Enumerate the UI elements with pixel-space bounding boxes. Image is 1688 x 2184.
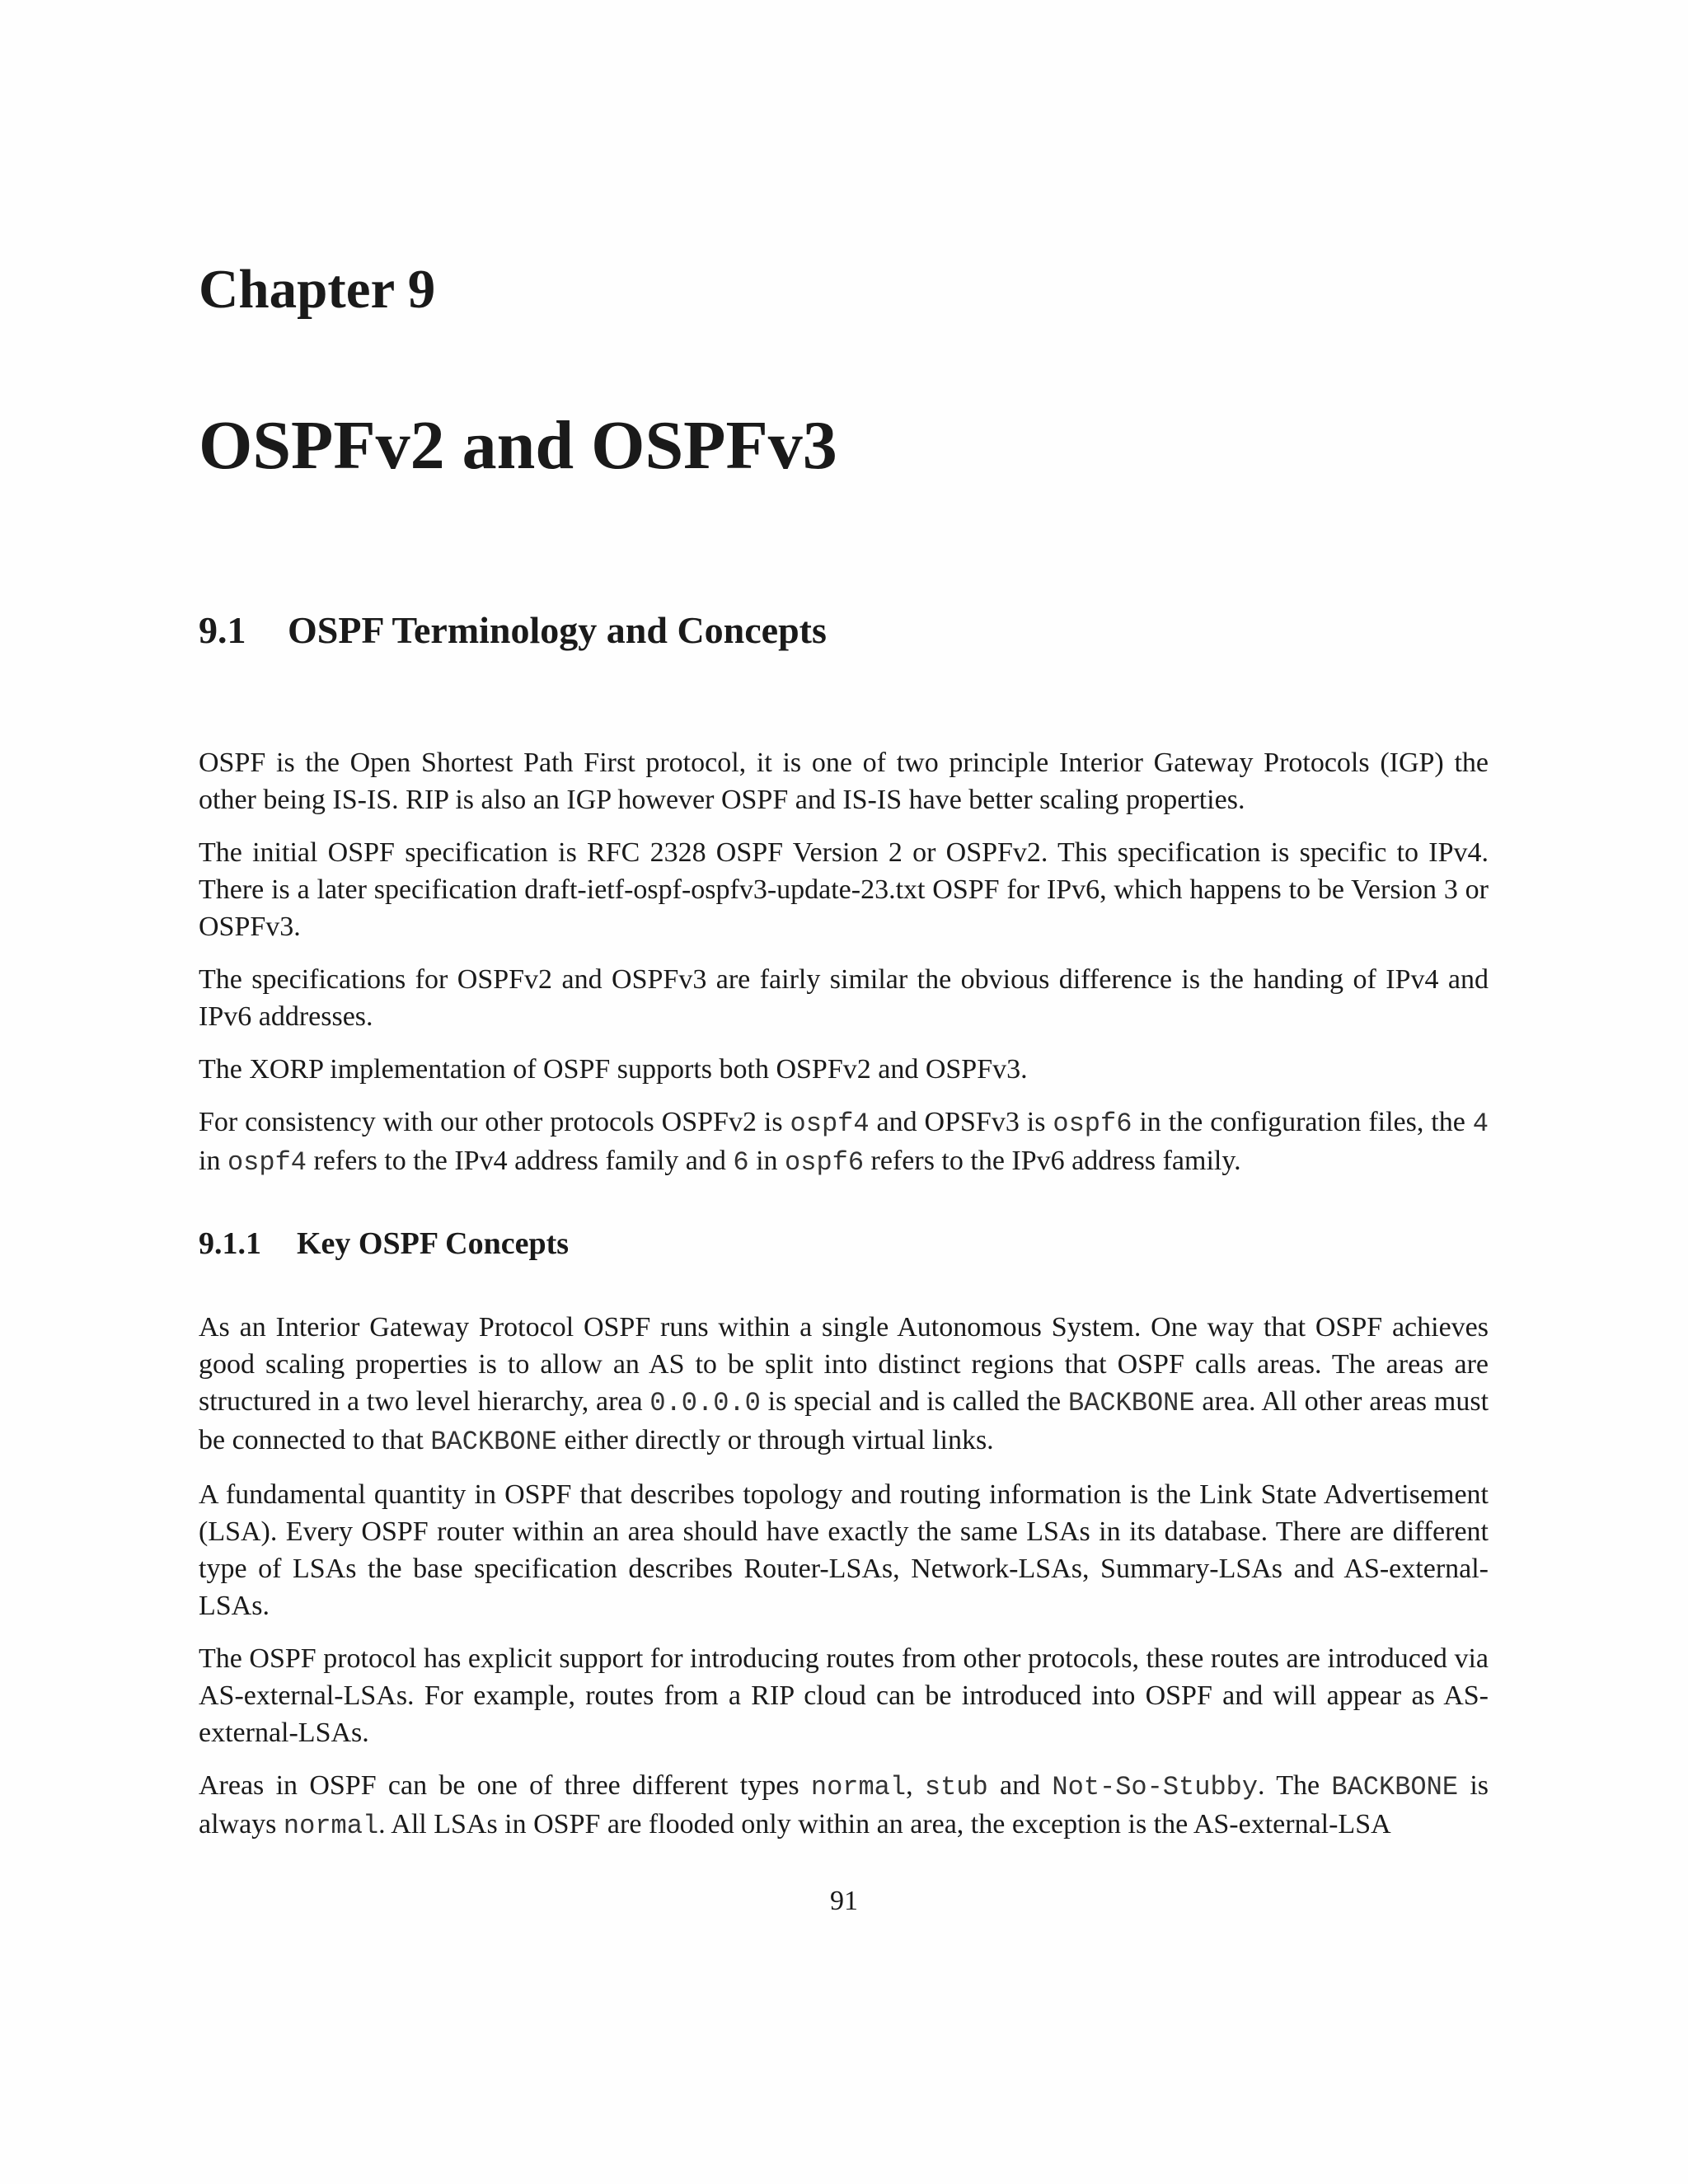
subsection-paragraph-3: The OSPF protocol has explicit support for introducing routes from other protocols, these routes are introduced via AS-external-LSAs. For example, routes from a RIP cloud can be introduced into OSPF and will appear as AS-external-LSAs.: [199, 1643, 1489, 1748]
code-backbone: BACKBONE: [1067, 1388, 1195, 1418]
code-ospf4: ospf4: [227, 1147, 307, 1178]
code-backbone: BACKBONE: [430, 1427, 557, 1457]
section-paragraph-4: The XORP implementation of OSPF supports both OSPFv2 and OSPFv3.: [199, 1054, 1028, 1085]
code-backbone: BACKBONE: [1331, 1772, 1459, 1802]
subsection-body: [199, 1309, 1489, 1860]
code-area-id: 0.0.0.0: [649, 1388, 761, 1418]
code-normal: normal: [283, 1811, 379, 1841]
subsection-title: Key OSPF Concepts: [297, 1226, 570, 1261]
section-body: [199, 744, 1489, 1197]
section-paragraph-5: For consistency with our other protocols OSPFv2 is ospf4 and OPSFv3 is ospf6 in the configuration files, the 4 in ospf4 refers to the IPv4 address family and 6 in ospf6 refers to the IPv6 address family.: [199, 1107, 1489, 1178]
subsection-paragraph-4: Areas in OSPF can be one of three different types normal, stub and Not-So-Stubby. The BACKBONE is always normal. All LSAs in OSPF are flooded only within an area, the exception is the AS-external-LSA: [199, 1770, 1489, 1841]
subsection-heading: [199, 1228, 569, 1259]
section-paragraph-2: The initial OSPF specification is RFC 2328 OSPF Version 2 or OSPFv2. This specification is specific to IPv4. There is a later specification draft-ietf-ospf-ospfv3-update-23.txt OSPF for IPv6, which happens to be Version 3 or OSPFv3.: [199, 837, 1489, 942]
section-number: 9.1: [199, 609, 246, 651]
chapter-label: Chapter 9: [199, 259, 436, 320]
section-paragraph-3: The specifications for OSPFv2 and OSPFv3 are fairly similar the obvious difference is the handing of IPv4 and IPv6 addresses.: [199, 964, 1489, 1032]
section-paragraph-1: OSPF is the Open Shortest Path First protocol, it is one of two principle Interior Gateway Protocols (IGP) the other being IS-IS. RIP is also an IGP however OSPF and IS-IS have better scaling properties.: [199, 748, 1489, 815]
code-ospf6: ospf6: [1053, 1108, 1132, 1139]
page-number: 91: [830, 1886, 858, 1916]
subsection-paragraph-1: As an Interior Gateway Protocol OSPF runs within a single Autonomous System. One way that OSPF achieves good scaling properties is to allow an AS to be split into distinct regions that OSPF calls areas. The areas are structured in a two level hierarchy, area 0.0.0.0 is special and is called the BACKBONE area. All other areas must be connected to that BACKBONE either directly or through virtual links.: [199, 1312, 1489, 1457]
code-stub: stub: [924, 1772, 988, 1802]
code-not-so-stubby: Not-So-Stubby: [1052, 1772, 1259, 1802]
code-ospf4: ospf4: [790, 1108, 870, 1139]
section-heading: [199, 609, 827, 651]
chapter-title: OSPFv2 and OSPFv3: [199, 407, 837, 484]
code-4: 4: [1472, 1108, 1489, 1139]
section-title: OSPF Terminology and Concepts: [288, 609, 827, 651]
code-6: 6: [733, 1147, 749, 1178]
code-ospf6: ospf6: [785, 1147, 865, 1178]
code-normal: normal: [810, 1772, 907, 1802]
subsection-number: 9.1.1: [199, 1226, 261, 1261]
subsection-paragraph-2: A fundamental quantity in OSPF that describes topology and routing information is the Link State Advertisement (LSA). Every OSPF router within an area should have exactly the same LSAs in its database. There are different type of LSAs the base specification describes Router-LSAs, Network-LSAs, Summary-LSAs and AS-external-LSAs.: [199, 1479, 1489, 1621]
